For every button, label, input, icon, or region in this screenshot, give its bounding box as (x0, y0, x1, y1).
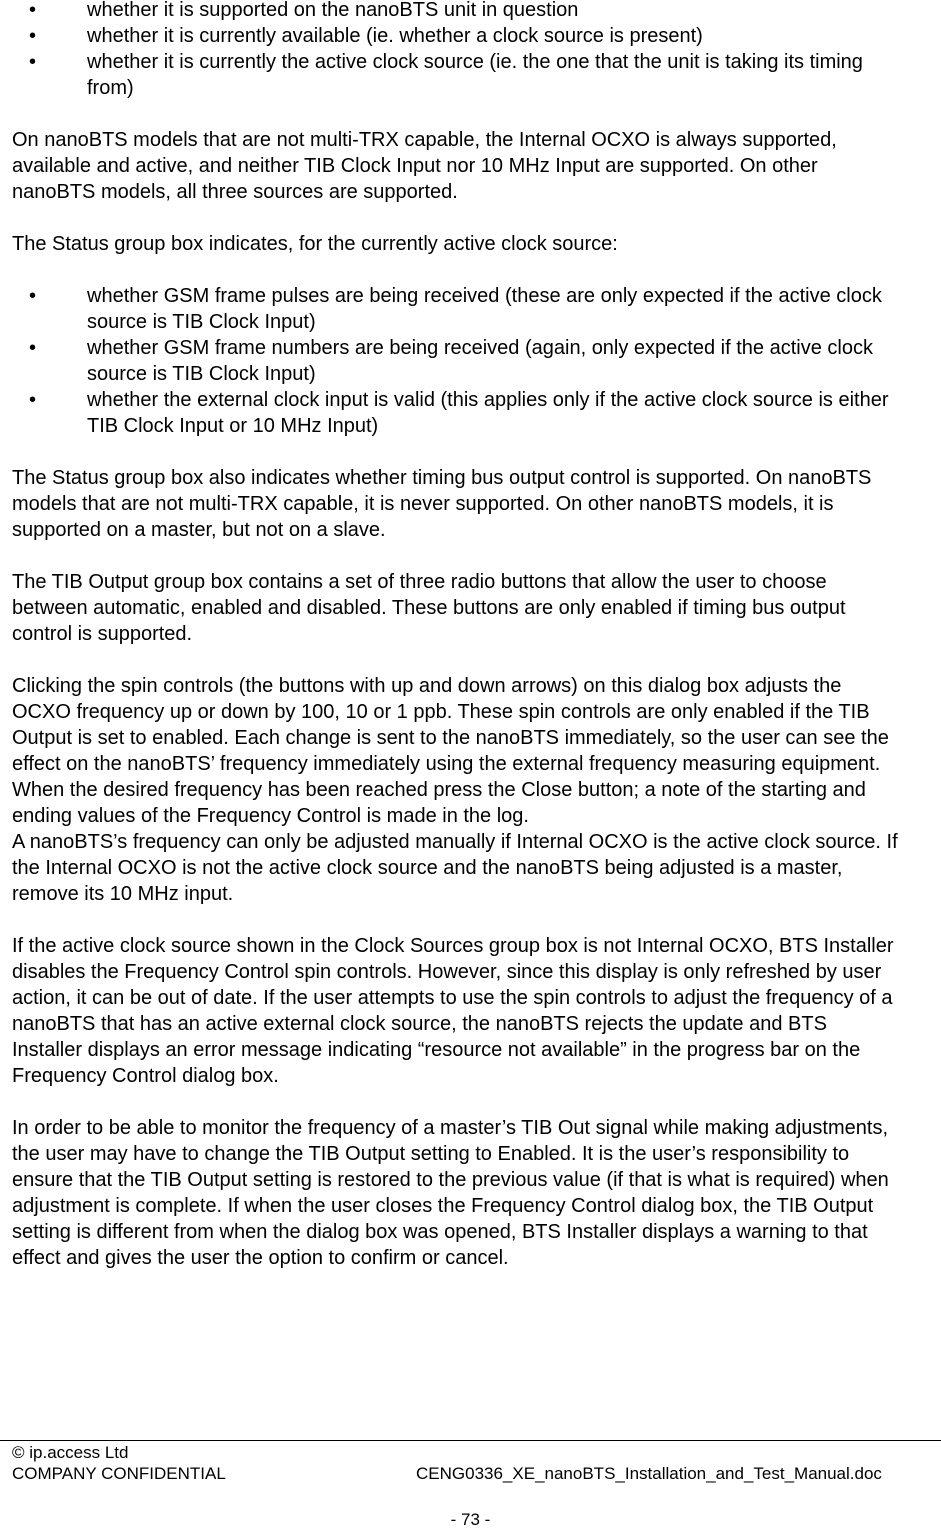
paragraph-active-source: If the active clock source shown in the Clock Sources group box is not Internal OCXO, BTS Installer disables the Frequency Control spin controls. However, since this display is only refreshed by user action, it can be out of date. If the user attempts to use the spin controls to adjust the frequency of a nanoBTS that has an active external clock source, the nanoBTS rejects the update and BTS Installer displays an error message indicating “resource not available” in the progress bar on the Frequency Control dialog box. (12, 935, 894, 1087)
footer-copyright: © ip.access Ltd (12, 1443, 129, 1462)
paragraph-status-intro: The Status group box indicates, for the currently active clock source: (12, 233, 618, 255)
status-bullet-list (12, 283, 902, 439)
paragraph-status-output: The Status group box also indicates whether timing bus output control is supported. On nanoBTS models that are not multi-TRX capable, it is never supported. On other nanoBTS models, it is supported on a master, but not on a slave. (12, 467, 872, 541)
footer-page-number: - 73 - (450, 1510, 491, 1529)
paragraph-spin-controls: Clicking the spin controls (the buttons with up and down arrows) on this dialog box adjusts the OCXO frequency up or down by 100, 10 or 1 ppb. These spin controls are only enabled if the TIB Output is set to enabled. Each change is sent to the nanoBTS immediately, so the user can see the effect on the nanoBTS’ frequency immediately using the external frequency measuring equipment. When the desired frequency has been reached press the Close button; a note of the starting and ending values of the Frequency Control is made in the log. (12, 675, 889, 827)
footer-document-name: CENG0336_XE_nanoBTS_Installation_and_Test_Manual.doc (416, 1464, 882, 1483)
list-item: • whether it is currently the active clock source (ie. the one that the unit is taking its timing from) (12, 49, 902, 101)
list-item: • whether it is supported on the nanoBTS unit in question (12, 0, 902, 23)
list-item: • whether it is currently available (ie. whether a clock source is present) (12, 23, 902, 49)
paragraph-models: On nanoBTS models that are not multi-TRX capable, the Internal OCXO is always supported, available and active, and neither TIB Clock Input nor 10 MHz Input are supported. On other nanoBTS models, all three sources are supported. (12, 129, 837, 203)
footer-confidential: COMPANY CONFIDENTIAL (12, 1464, 226, 1483)
list-item: • whether the external clock input is valid (this applies only if the active clock source is either TIB Clock Input or 10 MHz Input) (12, 387, 902, 439)
list-item: • whether GSM frame numbers are being received (again, only expected if the active clock source is TIB Clock Input) (12, 335, 902, 387)
page-footer (0, 1440, 941, 1529)
paragraph-tib-output: The TIB Output group box contains a set of three radio buttons that allow the user to choose between automatic, enabled and disabled. These buttons are only enabled if timing bus output control is supported. (12, 571, 846, 645)
list-item: • whether GSM frame pulses are being received (these are only expected if the active clock source is TIB Clock Input) (12, 283, 902, 335)
document-body (12, 0, 902, 1271)
paragraph-monitor: In order to be able to monitor the frequency of a master’s TIB Out signal while making adjustments, the user may have to change the TIB Output setting to Enabled. It is the user’s responsibility to ensure that the TIB Output setting is restored to the previous value (if that is what is required) when adjustment is complete. If when the user closes the Frequency Control dialog box, the TIB Output setting is different from when the dialog box was opened, BTS Installer displays a warning to that effect and gives the user the option to confirm or cancel. (12, 1117, 889, 1269)
clock-source-bullet-list (12, 0, 902, 101)
paragraph-manual-adjust: A nanoBTS’s frequency can only be adjusted manually if Internal OCXO is the active clock source. If the Internal OCXO is not the active clock source and the nanoBTS being adjusted is a master, remove its 10 MHz input. (12, 831, 898, 905)
